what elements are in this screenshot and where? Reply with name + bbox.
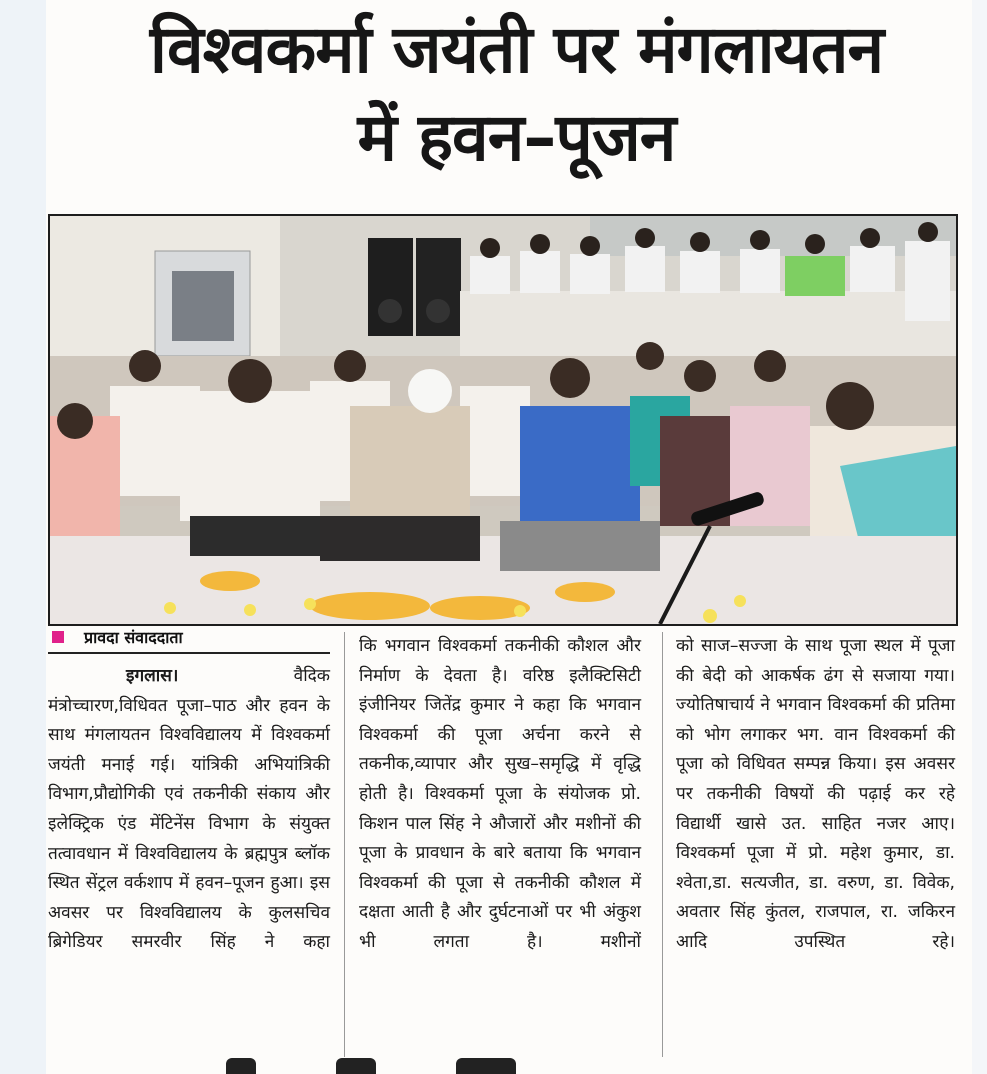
article-column-2 [359,632,641,958]
page-edge [972,0,987,1074]
column-divider [344,632,345,1057]
byline [52,626,183,648]
news-photo [48,214,958,626]
article-column-2-text: कि भगवान विश्वकर्मा तकनीकी कौशल और निर्माण के देवता है। वरिष्ठ इलैक्टिसिटी इंजीनियर जितेंद्र कुमार ने कहा कि भगवान विश्वकर्मा की पूजा अर्चना करने से तकनीक,व्यापार और सुख–समृद्धि में वृद्धि होती है। विश्वकर्मा पूजा के संयोजक प्रो. किशन पाल सिंह ने औजारों और मशीनों की पूजा के प्रावधान के बारे बताया कि भगवान विश्वकर्मा की पूजा से तकनीकी कौशल में दक्षता आती है और दुर्घटनाओं पर भी अंकुश भी लगता है। मशीनों [359,636,641,952]
next-headline-fragment [226,1058,746,1074]
headline-line-2: में हवन–पूजन [357,99,676,176]
byline-text: प्रावदा संवाददाता [84,628,183,647]
byline-square-icon [52,631,64,643]
article-column-1 [48,662,330,958]
dateline: इगलास। [126,666,179,686]
newspaper-page [46,0,987,1074]
column-divider [662,632,663,1057]
news-photo-illustration [50,216,956,624]
byline-rule [48,652,330,654]
headline-line-1: विश्वकर्मा जयंती पर मंगलायतन [149,11,884,88]
article-column-3-text: को साज–सज्जा के साथ पूजा स्थल में पूजा की बेदी को आकर्षक ढंग से सजाया गया। ज्योतिषाचार्य ने भगवान विश्वकर्मा की प्रतिमा को भोग लगाकर भग. वान विश्वकर्मा की पूजा को विधिवत सम्पन्न किया। इस अवसर पर तकनीकी विषयों की पढ़ाई कर रहे विद्यार्थी खासे उत. साहित नजर आए। विश्वकर्मा पूजा में प्रो. महेश कुमार, डा. श्वेता,डा. सत्यजीत, डा. वरुण, डा. विवेक, अवतार सिंह कुंतल, राजपाल, रा. जकिरन आदि उपस्थित रहे। [676,636,955,952]
article-column-1-text: वैदिक मंत्रोच्चारण,विधिवत पूजा–पाठ और हवन के साथ मंगलायतन विश्वविद्यालय में विश्वकर्मा जयंती मनाई गई। यांत्रिकी अभियांत्रिकी विभाग,प्रौद्योगिकी एवं तकनीकी संकाय और इलेक्ट्रिक एंड मेंटिनेंस विभाग के संयुक्त तत्वावधान में विश्वविद्यालय के ब्रह्मपुत्र ब्लॉक स्थित सेंट्रल वर्कशाप में हवन–पूजन हुआ। इस अवसर पर विश्वविद्यालय के कुलसचिव ब्रिगेडियर समरवीर सिंह ने कहा [48,666,330,953]
headline [46,6,987,182]
article-column-3 [676,632,955,958]
